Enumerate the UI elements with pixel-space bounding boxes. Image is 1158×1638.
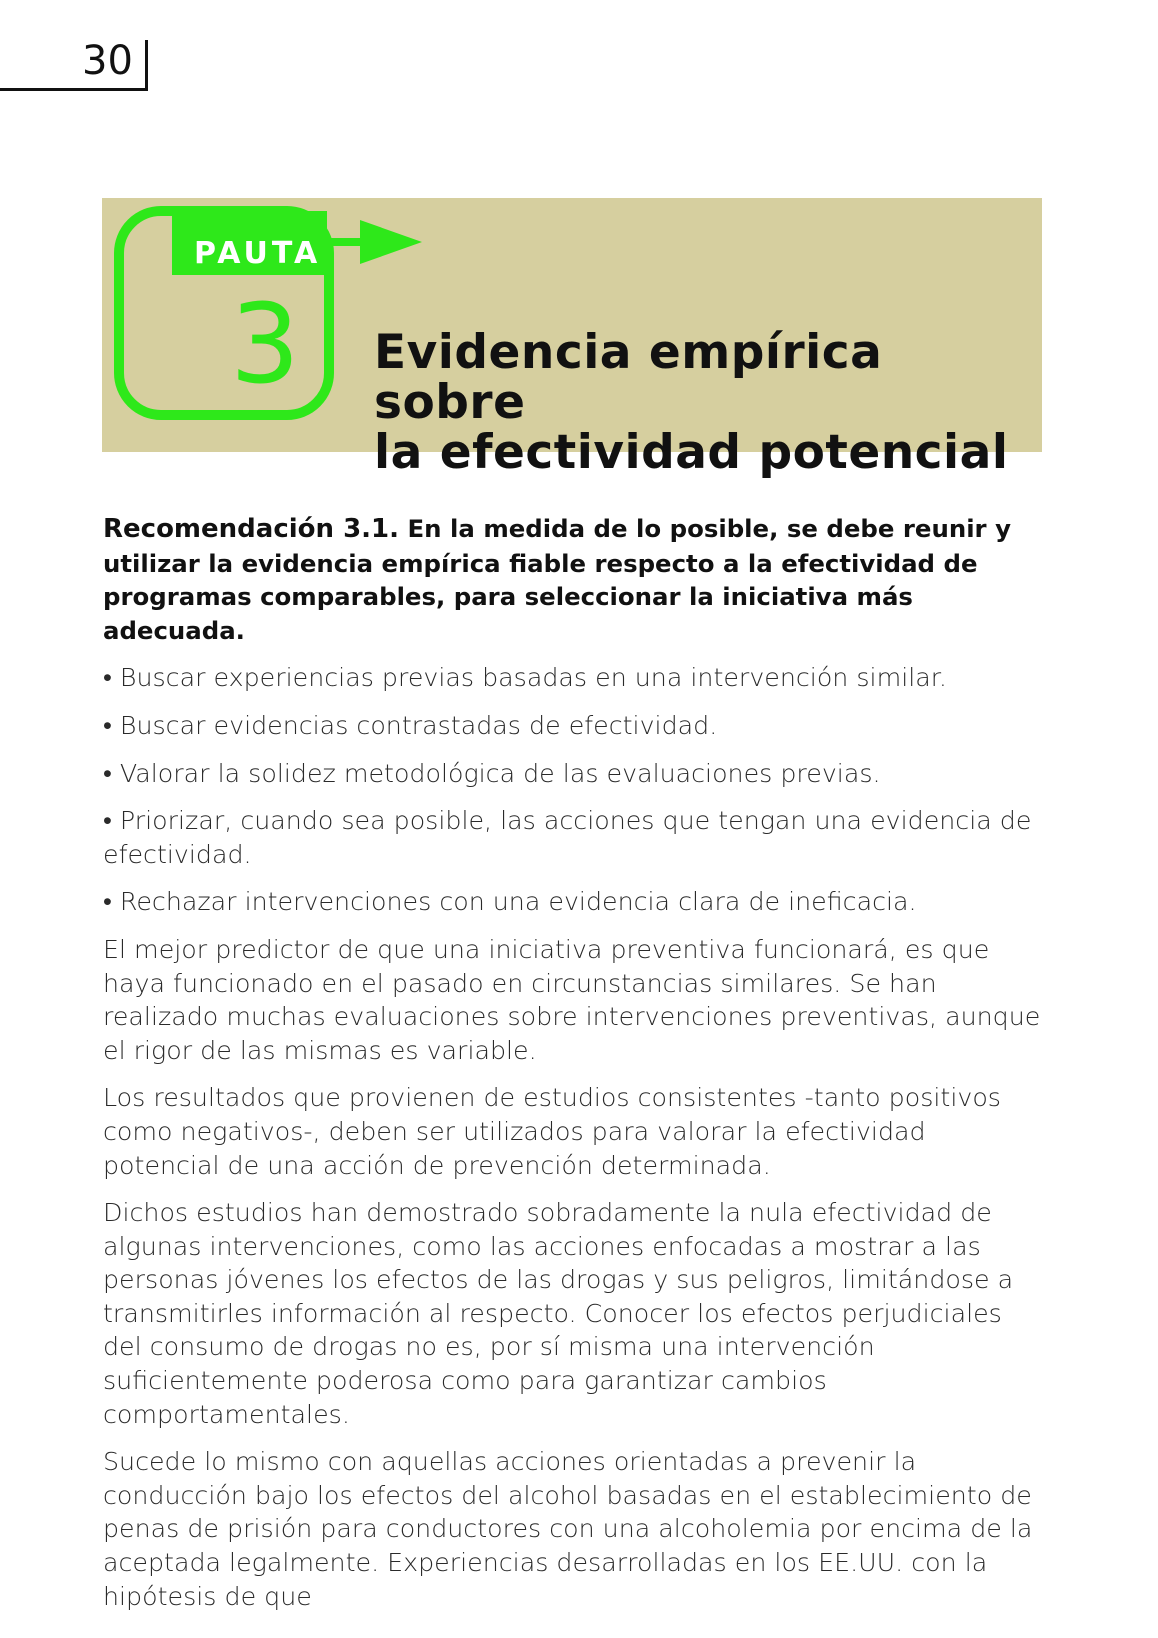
list-item: • Priorizar, cuando sea posible, las acciones que tengan una evidencia de efectividad. xyxy=(103,804,1045,871)
main-content xyxy=(103,512,1045,1627)
arrow-icon xyxy=(360,220,422,264)
paragraph: Dichos estudios han demostrado sobradamente la nula efectividad de algunas intervenciones, como las acciones enfocadas a mostrar a las personas jóvenes los efectos de las drogas y sus peligros, limitándose a transmitirles información al respecto. Conocer los efectos perjudiciales del consumo de drogas no es, por sí misma una intervención suficientemente poderosa como para garantizar cambios comportamentales. xyxy=(103,1198,1014,1429)
page-number-rule-horizontal xyxy=(0,88,148,91)
guideline-title xyxy=(374,325,1014,480)
recommendation xyxy=(103,512,1045,647)
action-list xyxy=(103,661,1045,919)
paragraph: Sucede lo mismo con aquellas acciones orientadas a prevenir la conducción bajo los efectos del alcohol basadas en el establecimiento de penas de prisión para conductores con una alcoholemia por encima de la aceptada legalmente. Experiencias desarrolladas en los EE.UU. con la hipótesis de que xyxy=(103,1447,1033,1611)
guideline-banner xyxy=(102,198,1042,480)
paragraph: El mejor predictor de que una iniciativa preventiva funcionará, es que haya funcionado en el pasado en circunstancias similares. Se han realizado muchas evaluaciones sobre intervenciones preventivas, aunque el rigor de las mismas es variable. xyxy=(103,934,1041,1065)
guideline-title-line-1: Evidencia empírica sobre xyxy=(374,325,883,430)
page-number-rule-vertical xyxy=(145,40,148,90)
recommendation-label: Recomendación 3.1. xyxy=(103,514,400,544)
paragraph: Los resultados que provienen de estudios consistentes -tanto positivos como negativos-, deben ser utilizados para valorar la efectividad potencial de una acción de prevención determinada. xyxy=(103,1083,1001,1180)
page-number: 30 xyxy=(82,38,133,84)
recommendation-text: En la medida de lo posible, se debe reunir y utilizar la evidencia empírica fiable respecto a la efectividad de programas comparables, para seleccionar la iniciativa más adecuada. xyxy=(103,514,1011,645)
guideline-title-line-2: la efectividad potencial xyxy=(374,425,1009,480)
list-item: • Valorar la solidez metodológica de las evaluaciones previas. xyxy=(103,757,1045,791)
list-item: • Rechazar intervenciones con una evidencia clara de ineficacia. xyxy=(103,885,1045,919)
badge-number: 3 xyxy=(230,280,300,408)
list-item: • Buscar experiencias previas basadas en una intervención similar. xyxy=(103,661,1045,695)
list-item: • Buscar evidencias contrastadas de efectividad. xyxy=(103,709,1045,743)
badge-label: PAUTA xyxy=(194,236,322,271)
